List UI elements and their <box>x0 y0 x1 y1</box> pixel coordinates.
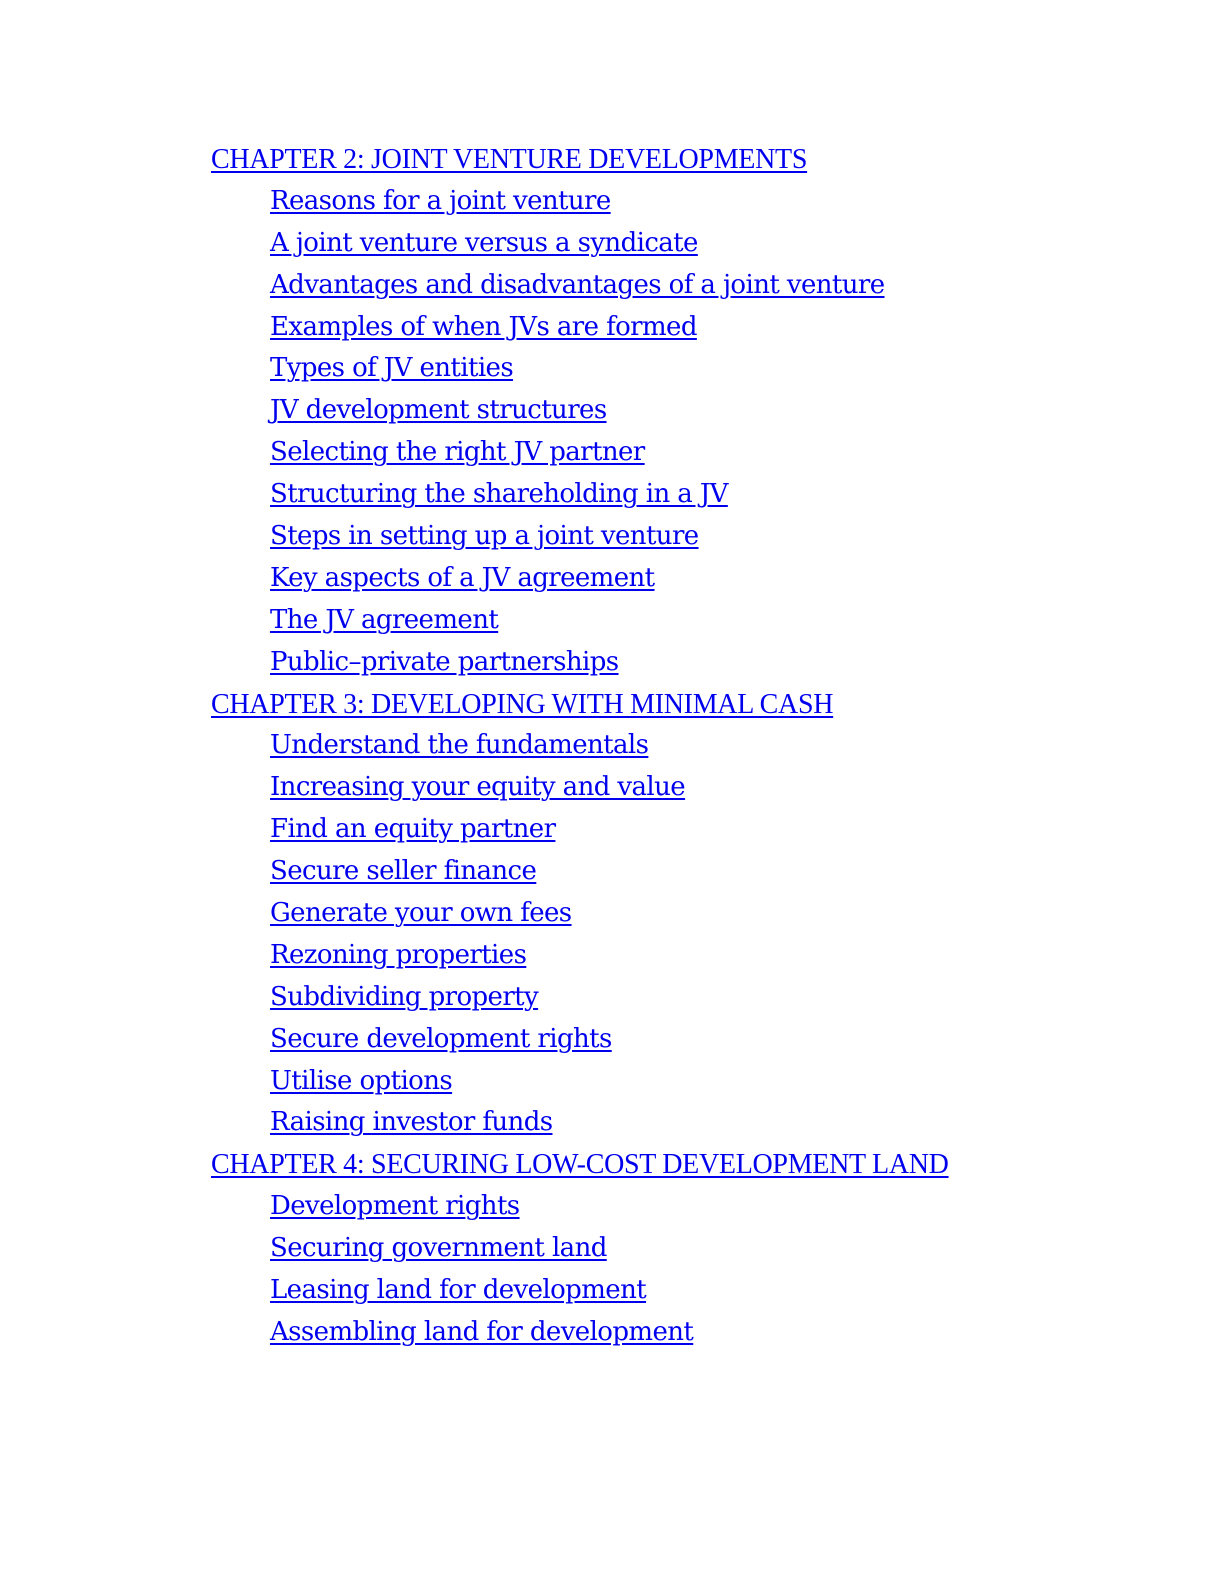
toc-section-link[interactable]: Steps in setting up a joint venture <box>270 521 699 552</box>
toc-section-link[interactable]: Increasing your equity and value <box>270 772 686 803</box>
toc-chapter-2-link[interactable]: CHAPTER 2: JOINT VENTURE DEVELOPMENTS <box>211 144 808 175</box>
toc-section-link[interactable]: JV development structures <box>270 395 607 426</box>
toc-section-link[interactable]: Types of JV entities <box>270 353 514 384</box>
toc-section-link[interactable]: Key aspects of a JV agreement <box>270 562 655 593</box>
toc-section-link[interactable]: Reasons for a joint venture <box>270 185 611 216</box>
toc-section-link[interactable]: Find an equity partner <box>270 814 556 845</box>
toc-chapter-4-link[interactable]: CHAPTER 4: SECURING LOW-COST DEVELOPMENT LAND <box>211 1149 949 1181</box>
toc-section-link[interactable]: Public–private partnerships <box>270 646 619 677</box>
toc-section-link[interactable]: Subdividing property <box>270 981 539 1012</box>
toc-section-link[interactable]: Securing government land <box>270 1233 607 1264</box>
toc-section-link[interactable]: Generate your own fees <box>270 898 572 929</box>
toc-section-link[interactable]: Structuring the shareholding in a JV <box>270 479 728 510</box>
toc-section-link[interactable]: Leasing land for development <box>270 1275 647 1306</box>
toc-section-link[interactable]: Advantages and disadvantages of a joint venture <box>270 269 885 300</box>
toc-section-link[interactable]: Selecting the right JV partner <box>270 437 645 468</box>
toc-section-link[interactable]: Assembling land for development <box>270 1316 694 1347</box>
toc-section-link[interactable]: Development rights <box>270 1191 520 1222</box>
toc-section-link[interactable]: Understand the fundamentals <box>270 730 649 761</box>
toc-section-link[interactable]: Raising investor funds <box>270 1107 553 1138</box>
toc-chapter-3-link[interactable]: CHAPTER 3: DEVELOPING WITH MINIMAL CASH <box>211 688 834 720</box>
toc-section-link[interactable]: Secure seller finance <box>270 856 537 887</box>
toc-section-link[interactable]: Examples of when JVs are formed <box>270 311 697 342</box>
toc-section-link[interactable]: The JV agreement <box>270 604 499 635</box>
table-of-contents <box>211 139 1111 1354</box>
toc-section-link[interactable]: A joint venture versus a syndicate <box>270 227 698 258</box>
toc-section-link[interactable]: Utilise options <box>270 1065 453 1096</box>
toc-section-link[interactable]: Secure development rights <box>270 1023 612 1054</box>
toc-section-link[interactable]: Rezoning properties <box>270 939 527 970</box>
